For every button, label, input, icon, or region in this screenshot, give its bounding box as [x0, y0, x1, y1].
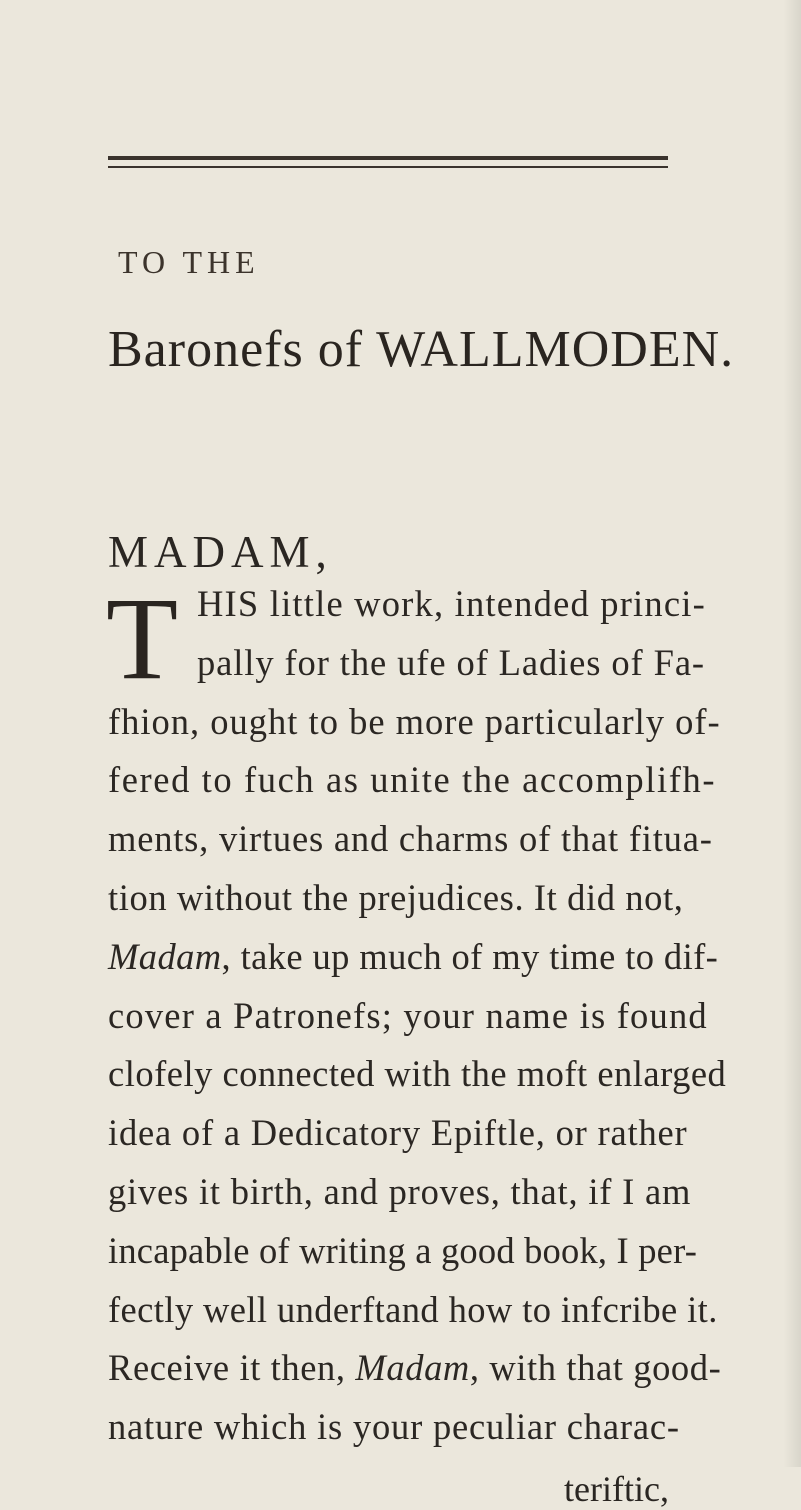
- body-line: tion without the prejudices. It did not,: [108, 877, 684, 918]
- body-line: HIS little work, intended princi-: [197, 583, 706, 624]
- dedication-title: Baronefs of WALLMODEN.: [108, 321, 735, 378]
- body-line: fhion, ought to be more particularly of-: [108, 700, 721, 742]
- madam-italic: Madam: [108, 935, 222, 977]
- header-rule-thick: [108, 156, 668, 160]
- page-edge-shadow: [783, 0, 801, 1467]
- body-line: cover a Patronefs; your name is found: [108, 994, 708, 1036]
- body-line: pally for the ufe of Ladies of Fa-: [197, 641, 705, 683]
- body-line: Receive it then, Madam, with that good-: [108, 1347, 722, 1389]
- madam-italic: Madam: [355, 1347, 470, 1389]
- salutation: MADAM,: [108, 527, 333, 577]
- body-line: clofely connected with the moft enlarged: [108, 1053, 727, 1095]
- drop-cap: T: [106, 573, 179, 704]
- catchword: teriftic,: [564, 1469, 669, 1509]
- body-line: gives it birth, and proves, that, if I am: [108, 1171, 692, 1212]
- body-line: incapable of writing a good book, I per-: [108, 1229, 698, 1271]
- dedication-heading: TO THE: [118, 244, 260, 280]
- body-line: ments, virtues and charms of that fitua-: [108, 818, 713, 860]
- body-line: idea of a Dedicatory Epiftle, or rather: [108, 1112, 688, 1154]
- body-line: Madam, take up much of my time to dif-: [108, 935, 719, 977]
- body-line: fered to fuch as unite the accomplifh-: [108, 759, 717, 801]
- body-line: fectly well underftand how to infcribe it.: [108, 1288, 718, 1330]
- body-line: nature which is your peculiar charac-: [108, 1406, 680, 1448]
- header-rule-thin: [108, 166, 668, 168]
